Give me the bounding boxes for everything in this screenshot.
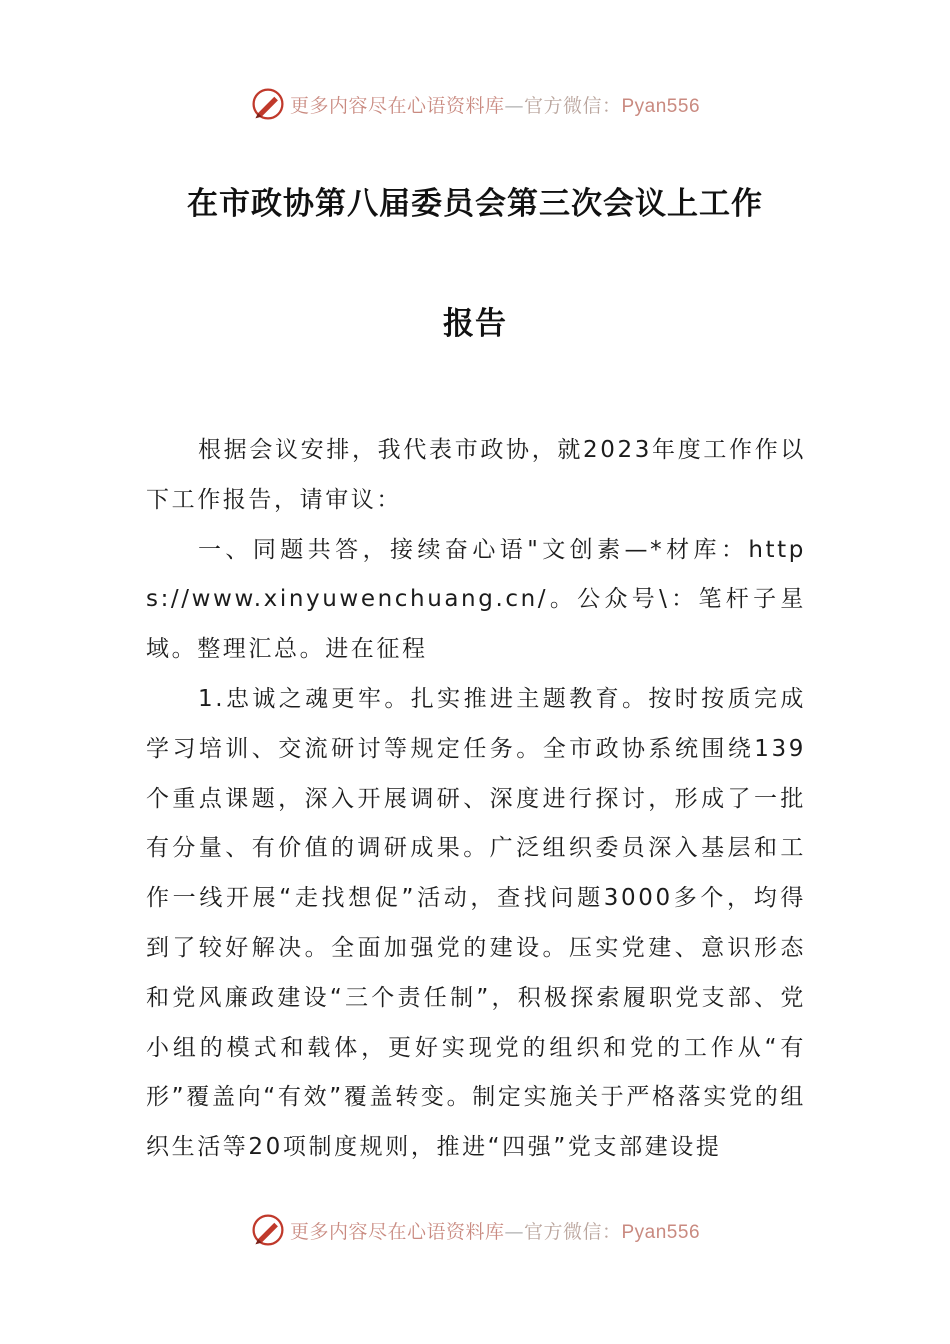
- paragraph-intro: 根据会议安排，我代表市政协，就2023年度工作作以下工作报告，请审议：: [146, 437, 806, 513]
- watermark-wechat-label: 官方微信：: [523, 94, 622, 117]
- watermark-wechat-id: Pyan556: [621, 1221, 701, 1243]
- watermark-banner-bottom: [0, 1210, 950, 1250]
- watermark-banner-top: [0, 84, 950, 124]
- watermark-separator: —: [504, 1220, 524, 1243]
- watermark-text: 更多内容尽在心语资料库: [289, 94, 505, 117]
- watermark-wechat-id: Pyan556: [621, 95, 701, 117]
- pen-logo-icon: [250, 86, 286, 122]
- paragraph-item-1: 1.忠诚之魂更牢。扎实推进主题教育。按时按质完成学习培训、交流研讨等规定任务。全市政协系统围绕139个重点课题，深入开展调研、深度进行探讨，形成了一批有分量、有价值的调研成果。广泛组织委员深入基层和工作一线开展“走找想促”活动，查找问题3000多个，均得到了较好解决。全面加强党的建设。压实党建、意识形态和党风廉政建设“三个责任制”，积极探索履职党支部、党小组的模式和载体，更好实现党的组织和党的工作从“有形”覆盖向“有效”覆盖转变。制定实施关于严格落实党的组织生活等20项制度规则，推进“四强”党支部建设提: [146, 685, 806, 1161]
- document-title-line-1: 在市政协第八届委员会第三次会议上工作: [187, 186, 763, 222]
- watermark-text: 更多内容尽在心语资料库: [289, 1220, 505, 1243]
- document-title-line-2: 报告: [443, 306, 507, 342]
- document-body: [146, 426, 806, 1173]
- paragraph-section-heading: 一、同题共答，接续奋心语"文创素—*材库：https://www.xinyuwenchuang.cn/。公众号\：笔杆子星域。整理汇总。进在征程: [146, 536, 806, 663]
- watermark-separator: —: [504, 94, 524, 117]
- watermark-wechat-label: 官方微信：: [523, 1220, 622, 1243]
- pen-logo-icon: [250, 1212, 286, 1248]
